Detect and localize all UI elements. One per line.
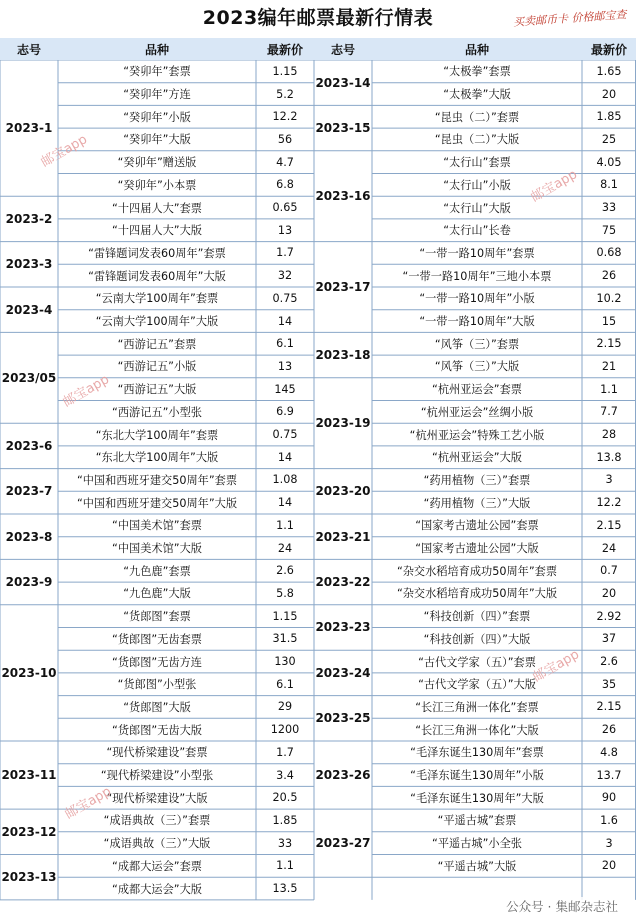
issue-header: 志号 [314, 38, 372, 60]
latest-price: 33 [601, 201, 617, 215]
latest-price: 12.2 [596, 496, 622, 510]
issue-number: 2023-7 [5, 484, 53, 499]
stamp-variety: “杭州亚运会”丝绸小版 [420, 405, 534, 419]
latest-price: 2.15 [596, 337, 622, 351]
issue-number: 2023-27 [315, 836, 371, 851]
issue-header: 志号 [0, 38, 58, 60]
latest-price: 1.85 [596, 110, 622, 124]
stamp-variety: “杂交水稻培育成功50周年”大版 [396, 587, 558, 601]
latest-price: 6.1 [276, 677, 294, 691]
issue-number: 2023-14 [315, 75, 371, 90]
latest-price: 3 [605, 473, 613, 487]
issue-number: 2023-10 [1, 665, 57, 680]
latest-price: 13 [277, 223, 293, 237]
latest-price: 6.9 [276, 405, 294, 419]
latest-price: 20 [601, 859, 617, 873]
stamp-variety: “九色鹿”套票 [123, 564, 191, 578]
stamp-variety: “癸卯年”大版 [123, 133, 191, 147]
latest-price: 2.6 [276, 564, 294, 578]
stamp-variety: “一带一路10周年”套票 [419, 246, 535, 260]
stamp-variety: “货郎图”大版 [123, 700, 191, 714]
stamp-variety: “成语典故（三）”套票 [103, 814, 211, 828]
stamp-variety: “现代桥梁建设”小型张 [100, 769, 214, 783]
latest-price: 20 [601, 586, 617, 600]
stamp-variety: “太行山”长卷 [443, 224, 511, 238]
latest-price: 15 [601, 314, 617, 328]
stamp-variety: “癸卯年”小本票 [117, 178, 197, 192]
issue-number: 2023-6 [5, 438, 53, 453]
latest-price: 0.68 [596, 246, 622, 260]
latest-price: 33 [277, 836, 293, 850]
latest-price: 29 [277, 700, 293, 714]
stamp-variety: “太行山”大版 [443, 201, 511, 215]
stamp-variety: “成都大运会”套票 [112, 859, 202, 873]
issue-number: 2023-25 [315, 711, 371, 726]
latest-price: 145 [274, 382, 296, 396]
watermark: 邮宝app [38, 132, 90, 171]
stamp-variety: “杭州亚运会”特殊工艺小版 [409, 428, 545, 442]
latest-price: 1.65 [596, 64, 622, 78]
stamp-variety: “货郎图”套票 [123, 610, 191, 624]
latest-price: 26 [601, 723, 617, 737]
stamp-variety: “成都大运会”大版 [112, 882, 202, 896]
issue-number: 2023-21 [315, 529, 371, 544]
stamp-variety: “现代桥梁建设”大版 [106, 791, 208, 805]
stamp-variety: “杭州亚运会”套票 [432, 383, 522, 397]
latest-price: 14 [277, 314, 293, 328]
latest-price: 1.7 [276, 246, 294, 260]
stamp-variety: “毛泽东诞生130周年”小版 [410, 769, 544, 783]
stamp-variety: “癸卯年”赠送版 [117, 156, 197, 170]
latest-price: 20.5 [272, 791, 298, 805]
latest-price: 13 [277, 359, 293, 373]
stamp-variety: “毛泽东诞生130周年”套票 [410, 746, 544, 760]
stamp-variety: “云南大学100周年”套票 [95, 292, 219, 306]
latest-price: 26 [601, 269, 617, 283]
stamp-variety: “癸卯年”套票 [123, 65, 191, 79]
latest-price: 3 [605, 836, 613, 850]
stamp-variety: “中国和西班牙建交50周年”套票 [76, 473, 238, 487]
latest-price: 35 [601, 677, 617, 691]
issue-number: 2023-8 [5, 529, 53, 544]
stamp-variety: “癸卯年”方连 [123, 88, 191, 102]
latest-price: 13.8 [596, 450, 622, 464]
issue-number: 2023-26 [315, 768, 371, 783]
issue-number: 2023-20 [315, 484, 371, 499]
latest-price: 1.08 [272, 473, 298, 487]
latest-price: 21 [601, 359, 617, 373]
issue-number: 2023-16 [315, 189, 371, 204]
issue-number: 2023-12 [1, 824, 57, 839]
stamp-variety: “东北大学100周年”套票 [95, 428, 219, 442]
latest-price: 1.1 [600, 382, 618, 396]
latest-price: 5.8 [276, 586, 294, 600]
variety-header: 品种 [372, 38, 582, 60]
stamp-variety: “国家考古遗址公园”套票 [415, 519, 539, 533]
stamp-variety: “科技创新（四）”套票 [423, 610, 531, 624]
stamp-variety: “成语典故（三）”大版 [103, 837, 211, 851]
stamp-variety: “古代文学家（五）”套票 [418, 655, 536, 669]
stamp-variety: “货郎图”无齿方连 [112, 655, 202, 669]
latest-price: 4.7 [276, 155, 294, 169]
stamp-variety: “平遥古城”小全张 [432, 837, 522, 851]
seller-note: 买卖邮币卡 价格邮宝查 [512, 8, 627, 29]
stamp-variety: “长江三角洲一体化”套票 [415, 700, 539, 714]
stamp-variety: “一带一路10周年”大版 [419, 315, 535, 329]
issue-number: 2023/05 [1, 370, 57, 385]
latest-price: 1200 [270, 723, 300, 737]
issue-number: 2023-13 [1, 870, 57, 885]
stamp-variety: “平遥古城”大版 [437, 859, 517, 873]
latest-price: 90 [601, 791, 617, 805]
stamp-variety: “九色鹿”大版 [123, 587, 191, 601]
issue-number: 2023-4 [5, 302, 53, 317]
latest-price: 0.65 [272, 201, 298, 215]
stamp-variety: “中国美术馆”套票 [112, 519, 202, 533]
stamp-variety: “一带一路10周年”三地小本票 [402, 269, 552, 283]
stamp-variety: “雷锋题词发表60周年”大版 [88, 269, 226, 283]
stamp-variety: “太极拳”套票 [443, 65, 511, 79]
latest-price: 1.15 [272, 64, 298, 78]
stamp-variety: “太行山”小版 [443, 178, 511, 192]
latest-price: 75 [601, 223, 617, 237]
latest-price: 1.6 [600, 813, 618, 827]
latest-price: 6.8 [276, 178, 294, 192]
latest-price: 1.15 [272, 609, 298, 623]
stamp-variety: “国家考古遗址公园”大版 [415, 542, 539, 556]
issue-number: 2023-24 [315, 665, 371, 680]
stamp-variety: “杭州亚运会”大版 [432, 451, 522, 465]
stamp-variety: “货郎图”小型张 [117, 678, 197, 692]
stamp-variety: “东北大学100周年”大版 [95, 451, 219, 465]
latest-price: 1.7 [276, 745, 294, 759]
stamp-variety: “西游记五”小型张 [112, 405, 202, 419]
price-header: 最新价 [582, 38, 636, 60]
latest-price: 8.1 [600, 178, 618, 192]
stamp-variety: “风筝（三）”大版 [434, 360, 520, 374]
latest-price: 31.5 [272, 632, 298, 646]
latest-price: 2.92 [596, 609, 622, 623]
issue-number: 2023-23 [315, 620, 371, 635]
latest-price: 6.1 [276, 337, 294, 351]
issue-number: 2023-15 [315, 121, 371, 136]
latest-price: 4.8 [600, 745, 618, 759]
price-header: 最新价 [256, 38, 314, 60]
stamp-variety: “货郎图”无齿套票 [112, 632, 202, 646]
watermark: 邮宝app [60, 372, 112, 411]
stamp-variety: “一带一路10周年”小版 [419, 292, 535, 306]
stamp-variety: “药用植物（三）”大版 [423, 496, 531, 510]
latest-price: 2.15 [596, 700, 622, 714]
stamp-variety: “科技创新（四）”大版 [423, 632, 531, 646]
issue-number: 2023-3 [5, 257, 53, 272]
page-title: 2023编年邮票最新行情表 [202, 7, 434, 29]
stamp-variety: “西游记五”套票 [117, 337, 197, 351]
stamp-variety: “药用植物（三）”套票 [423, 473, 531, 487]
latest-price: 7.7 [600, 405, 618, 419]
latest-price: 24 [601, 541, 617, 555]
stamp-variety: “西游记五”小版 [117, 360, 197, 374]
stamp-variety: “中国和西班牙建交50周年”大版 [76, 496, 238, 510]
issue-number: 2023-18 [315, 348, 371, 363]
issue-number: 2023-17 [315, 279, 371, 294]
latest-price: 3.4 [276, 768, 294, 782]
stamp-variety: “现代桥梁建设”套票 [106, 746, 208, 760]
latest-price: 1.85 [272, 813, 298, 827]
latest-price: 0.7 [600, 564, 618, 578]
watermark: 邮宝app [62, 784, 114, 823]
stamp-variety: “长江三角洲一体化”大版 [415, 723, 539, 737]
stamp-variety: “古代文学家（五）”大版 [418, 678, 536, 692]
latest-price: 130 [274, 655, 296, 669]
latest-price: 5.2 [276, 87, 294, 101]
latest-price: 28 [601, 428, 617, 442]
issue-number: 2023-9 [5, 575, 53, 590]
latest-price: 13.5 [272, 882, 298, 896]
stamp-variety: “昆虫（二）”大版 [434, 133, 520, 147]
latest-price: 12.2 [272, 110, 298, 124]
footer-credit: 公众号 · 集邮杂志社 [502, 897, 622, 915]
latest-price: 0.75 [272, 291, 298, 305]
stamp-variety: “货郎图”无齿大版 [112, 723, 202, 737]
stamp-variety: “十四届人大”大版 [112, 224, 202, 238]
issue-number: 2023-19 [315, 416, 371, 431]
latest-price: 0.75 [272, 428, 298, 442]
latest-price: 25 [601, 132, 617, 146]
watermark: 邮宝app [528, 167, 580, 206]
stamp-variety: “风筝（三）”套票 [434, 337, 520, 351]
issue-number: 2023-1 [5, 121, 53, 136]
latest-price: 24 [277, 541, 293, 555]
issue-number: 2023-2 [5, 211, 53, 226]
latest-price: 2.6 [600, 655, 618, 669]
latest-price: 56 [277, 132, 293, 146]
latest-price: 1.1 [276, 859, 294, 873]
stamp-variety: “毛泽东诞生130周年”大版 [410, 791, 544, 805]
latest-price: 10.2 [596, 291, 622, 305]
latest-price: 4.05 [596, 155, 622, 169]
latest-price: 13.7 [596, 768, 622, 782]
latest-price: 1.1 [276, 518, 294, 532]
latest-price: 20 [601, 87, 617, 101]
issue-number: 2023-11 [1, 768, 57, 783]
stamp-variety: “太行山”套票 [443, 156, 511, 170]
latest-price: 2.15 [596, 518, 622, 532]
stamp-variety: “雷锋题词发表60周年”套票 [88, 246, 226, 260]
latest-price: 37 [601, 632, 617, 646]
stamp-variety: “昆虫（二）”套票 [434, 110, 520, 124]
latest-price: 32 [277, 269, 293, 283]
variety-header: 品种 [58, 38, 256, 60]
stamp-variety: “杂交水稻培育成功50周年”套票 [396, 564, 558, 578]
stamp-variety: “中国美术馆”大版 [112, 542, 202, 556]
latest-price: 14 [277, 496, 293, 510]
stamp-variety: “十四届人大”套票 [112, 201, 202, 215]
stamp-variety: “平遥古城”套票 [437, 814, 517, 828]
watermark: 邮宝app [530, 647, 582, 686]
stamp-variety: “太极拳”大版 [443, 88, 511, 102]
latest-price: 14 [277, 450, 293, 464]
stamp-variety: “西游记五”大版 [117, 383, 197, 397]
issue-number: 2023-22 [315, 575, 371, 590]
stamp-variety: “云南大学100周年”大版 [95, 315, 219, 329]
stamp-variety: “癸卯年”小版 [123, 110, 191, 124]
